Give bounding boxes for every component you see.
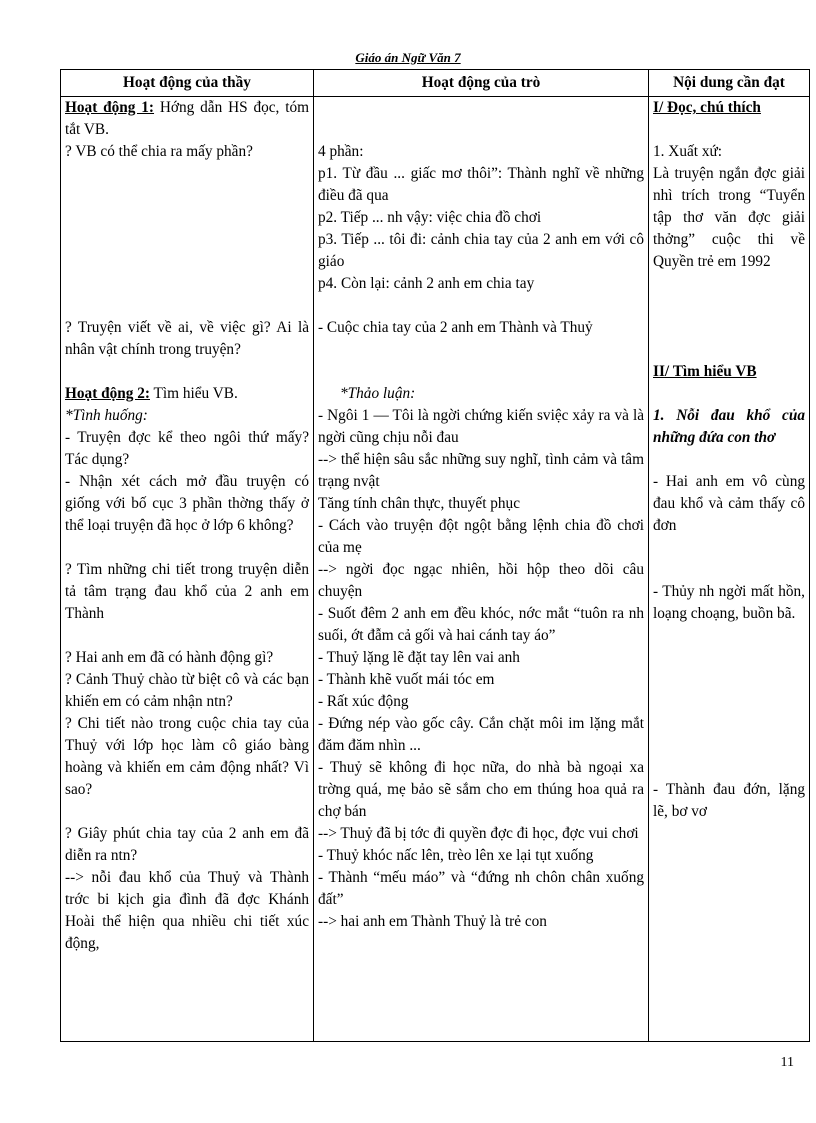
answer-5: --> ngời đọc ngạc nhiên, hồi hộp theo dõi câu chuyện [318,561,644,600]
section-1-title: I/ Đọc, chú thích [653,99,761,116]
answer-4: - Cách vào truyện đột ngột bằng lệnh chia đồ chơi của mẹ [318,517,644,556]
content-cell [649,97,810,1042]
discussion-label: *Thảo luận: [340,385,416,402]
content-point-2: - Thủy nh ngời mất hồn, loạng choạng, buồn bã. [653,583,805,622]
content-point-1: - Hai anh em vô cùng đau khổ và cảm thấy cô đơn [653,473,805,534]
part-2: p2. Tiếp ... nh vậy: việc chia đồ chơi [318,209,542,226]
activity-2-text: Tìm hiểu VB. [150,385,238,402]
answer-12: --> Thuỷ đã bị tớc đi quyền đợc đi học, đợc vui chơi [318,825,639,842]
origin-label: 1. Xuất xứ: [653,143,723,160]
teacher-cell [61,97,314,1042]
activity-2-title: Hoạt động 2: [65,385,150,402]
table-body-row [61,97,810,1042]
subsection-1-title: 1. Nỗi đau khổ của những đứa con thơ [653,407,805,446]
content-point-3: - Thành đau đớn, lặng lẽ, bơ vơ [653,781,805,820]
question-moving: ? Chi tiết nào trong cuộc chia tay của Thuỷ với lớp học làm cô giáo bàng hoàng và khiến em cảm động nhất? Vì sao? [65,715,309,798]
question-farewell: ? Cảnh Thuỷ chào từ biệt cô và các bạn khiến em có cảm nhận ntn? [65,671,309,710]
question-opening: - Nhận xét cách mở đầu truyện có giống với bố cục 3 phần thờng thấy ở thể loại truyện đã học ở lớp 6 không? [65,473,309,534]
situation-label: *Tình huống: [65,407,148,424]
activity-2 [65,383,309,405]
question-moment: ? Giây phút chia tay của 2 anh em đã diễn ra ntn? [65,825,309,864]
lesson-table [60,69,810,1042]
part-3: p3. Tiếp ... tôi đi: cảnh chia tay của 2 anh em với cô giáo [318,231,644,270]
answer-1: - Ngôi 1 — Tôi là ngời chứng kiến sviệc xảy ra và là ngời cũng chịu nỗi đau [318,407,644,446]
answer-7: - Thuỷ lặng lẽ đặt tay lên vai anh [318,649,520,666]
part-1: p1. Từ đầu ... giấc mơ thôi”: Thành nghĩ về những điều đã qua [318,165,644,204]
column-header-student: Hoạt động của trò [314,70,649,97]
student-cell [314,97,649,1042]
answer-3: Tăng tính chân thực, thuyết phục [318,495,520,512]
conclusion-text: --> nỗi đau khổ của Thuỷ và Thành trớc bi kịch gia đình đã đợc Khánh Hoài thể hiện qua nhiều chi tiết xúc động, [65,869,309,952]
document-header: Giáo án Ngữ Văn 7 [355,50,461,65]
question-narrator: - Truyện đợc kể theo ngôi thứ mấy? Tác dụng? [65,429,309,468]
question-who: ? Truyện viết về ai, về việc gì? Ai là nhân vật chính trong truyện? [65,319,309,358]
origin-text: Là truyện ngắn đợc giải nhì trích trong “Tuyển tập thơ văn đợc giải thởng” cuộc thi về Quyền trẻ em 1992 [653,165,805,270]
column-header-teacher: Hoạt động của thầy [61,70,314,97]
answer-15: --> hai anh em Thành Thuỷ là trẻ con [318,913,547,930]
column-header-content: Nội dung cần đạt [649,70,810,97]
table-header-row [61,70,810,97]
answer-who: - Cuộc chia tay của 2 anh em Thành và Thuỷ [318,319,593,336]
answer-9: - Rất xúc động [318,693,409,710]
answer-6: - Suốt đêm 2 anh em đều khóc, nớc mắt “tuôn ra nh suối, ớt đẫm cả gối và hai cánh tay áo” [318,605,644,644]
question-actions: ? Hai anh em đã có hành động gì? [65,649,274,666]
answer-11: - Thuỷ sẽ không đi học nữa, do nhà bà ngoại xa trờng quá, mẹ bảo sẽ sắm cho em thúng hoa quả ra chợ bán [318,759,644,820]
answer-8: - Thành khẽ vuốt mái tóc em [318,671,495,688]
question-parts: ? VB có thể chia ra mấy phần? [65,143,253,160]
section-2-title: II/ Tìm hiểu VB [653,363,757,380]
parts-count: 4 phần: [318,143,364,160]
part-4: p4. Còn lại: cảnh 2 anh em chia tay [318,275,535,292]
answer-10: - Đứng nép vào gốc cây. Cắn chặt môi im lặng mắt đăm đăm nhìn ... [318,715,644,754]
activity-1-title: Hoạt động 1: [65,99,155,116]
activity-1-text: Hớng dẫn HS đọc, tóm tắt VB. [65,99,310,138]
answer-13: - Thuỷ khóc nấc lên, trèo lên xe lại tụt xuống [318,847,594,864]
answer-2: --> thể hiện sâu sắc những suy nghĩ, tình cảm và tâm trạng nvật [318,451,644,490]
page-number: 11 [780,1055,794,1070]
answer-14: - Thành “mếu máo” và “đứng nh chôn chân xuống đất” [318,869,644,908]
activity-1 [65,97,309,141]
question-details: ? Tìm những chi tiết trong truyện diễn tả tâm trạng đau khổ của 2 anh em Thành [65,561,309,622]
